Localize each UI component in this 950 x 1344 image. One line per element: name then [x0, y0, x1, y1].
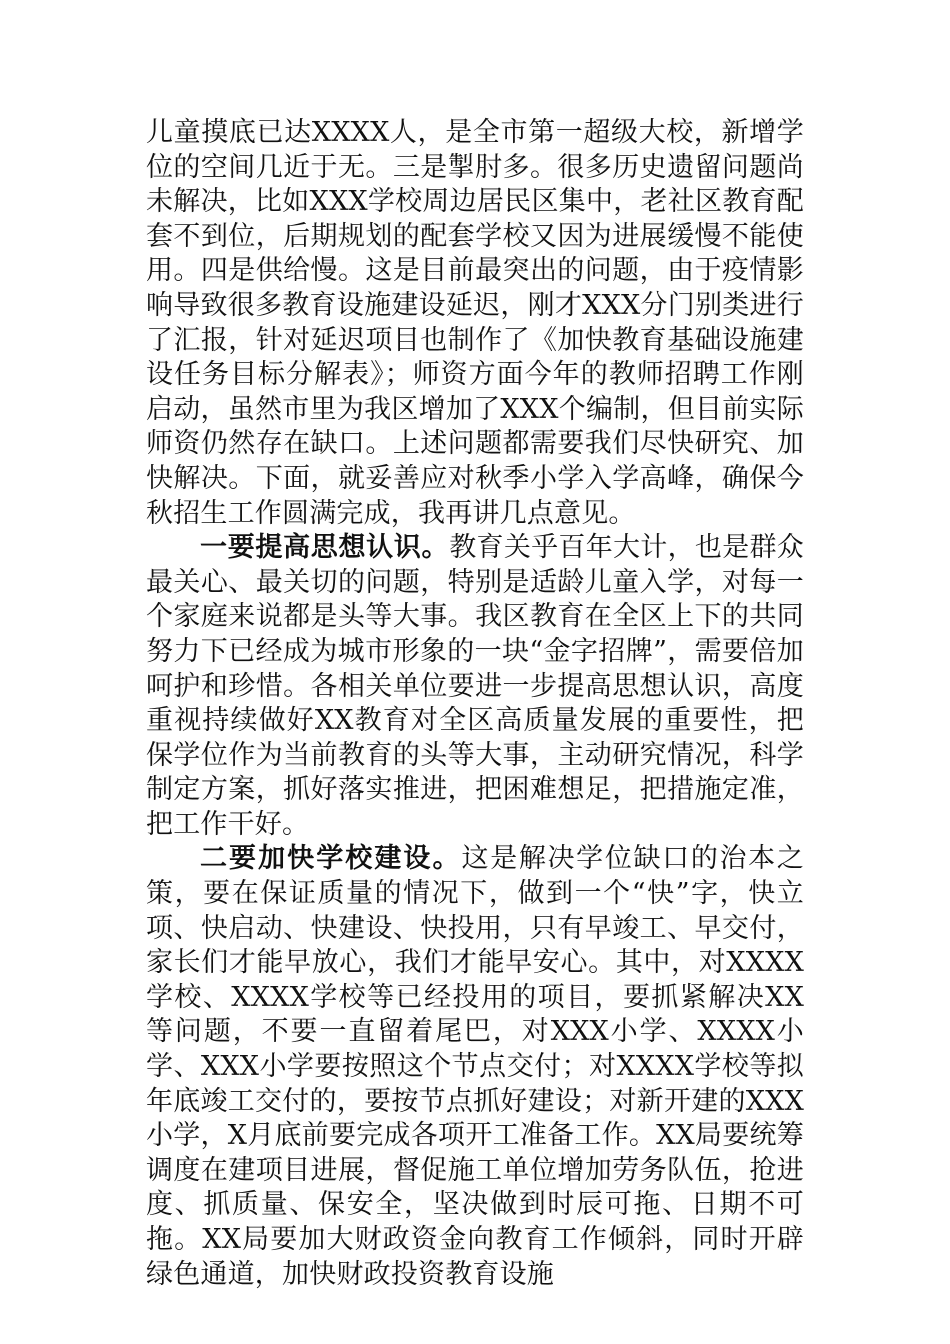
paragraph-3-heading: 二要加快学校建设。 — [200, 843, 462, 875]
paragraph-1-text: 儿童摸底已达XXXX人，是全市第一超级大校，新增学位的空间几近于无。三是掣肘多。很多历史遗留问题尚未解决，比如XXX学校周边居民区集中，老社区教育配套不到位，后期规划的配套学校又因为进展缓慢不能使用。四是供给慢。这是目前最突出的问题，由于疫情影响导致很多教育设施建设延迟，刚才XXX分门别类进行了汇报，针对延迟项目也制作了《加快教育基础设施建设任务目标分解表》；师资方面今年的教师招聘工作刚启动，虽然市里为我区增加了XXX个编制，但目前实际师资仍然存在缺口。上述问题都需要我们尽快研究、加快解决。下面，就妥善应对秋季小学入学高峰，确保今秋招生工作圆满完成，我再讲几点意见。 — [146, 117, 804, 529]
paragraph-3 — [146, 842, 804, 1292]
paragraph-2-heading: 一要提高思想认识。 — [200, 532, 450, 564]
paragraph-2 — [146, 531, 804, 842]
paragraph-1 — [146, 116, 804, 531]
paragraph-2-text: 教育关乎百年大计，也是群众最关心、最关切的问题，特别是适龄儿童入学，对每一个家庭来说都是头等大事。我区教育在全区上下的共同努力下已经成为城市形象的一块“金字招牌”，需要倍加呵护和珍惜。各相关单位要进一步提高思想认识，高度重视持续做好XX教育对全区高质量发展的重要性，把保学位作为当前教育的头等大事，主动研究情况，科学制定方案，抓好落实推进，把困难想足，把措施定准，把工作干好。 — [146, 532, 804, 840]
paragraph-3-text: 这是解决学位缺口的治本之策，要在保证质量的情况下，做到一个“快”字，快立项、快启动、快建设、快投用，只有早竣工、早交付，家长们才能早放心，我们才能早安心。其中，对XXXX学校、XXXX学校等已经投用的项目，要抓紧解决XX等问题，不要一直留着尾巴，对XXX小学、XXXX小学、XXX小学要按照这个节点交付；对XXXX学校等拟年底竣工交付的，要按节点抓好建设；对新开建的XXX小学，X月底前要完成各项开工准备工作。XX局要统筹调度在建项目进展，督促施工单位增加劳务队伍，抢进度、抓质量、保安全，坚决做到时辰可拖、日期不可拖。XX局要加大财政资金向教育工作倾斜，同时开辟绿色通道，加快财政投资教育设施 — [146, 843, 804, 1290]
document-body — [146, 116, 804, 1292]
